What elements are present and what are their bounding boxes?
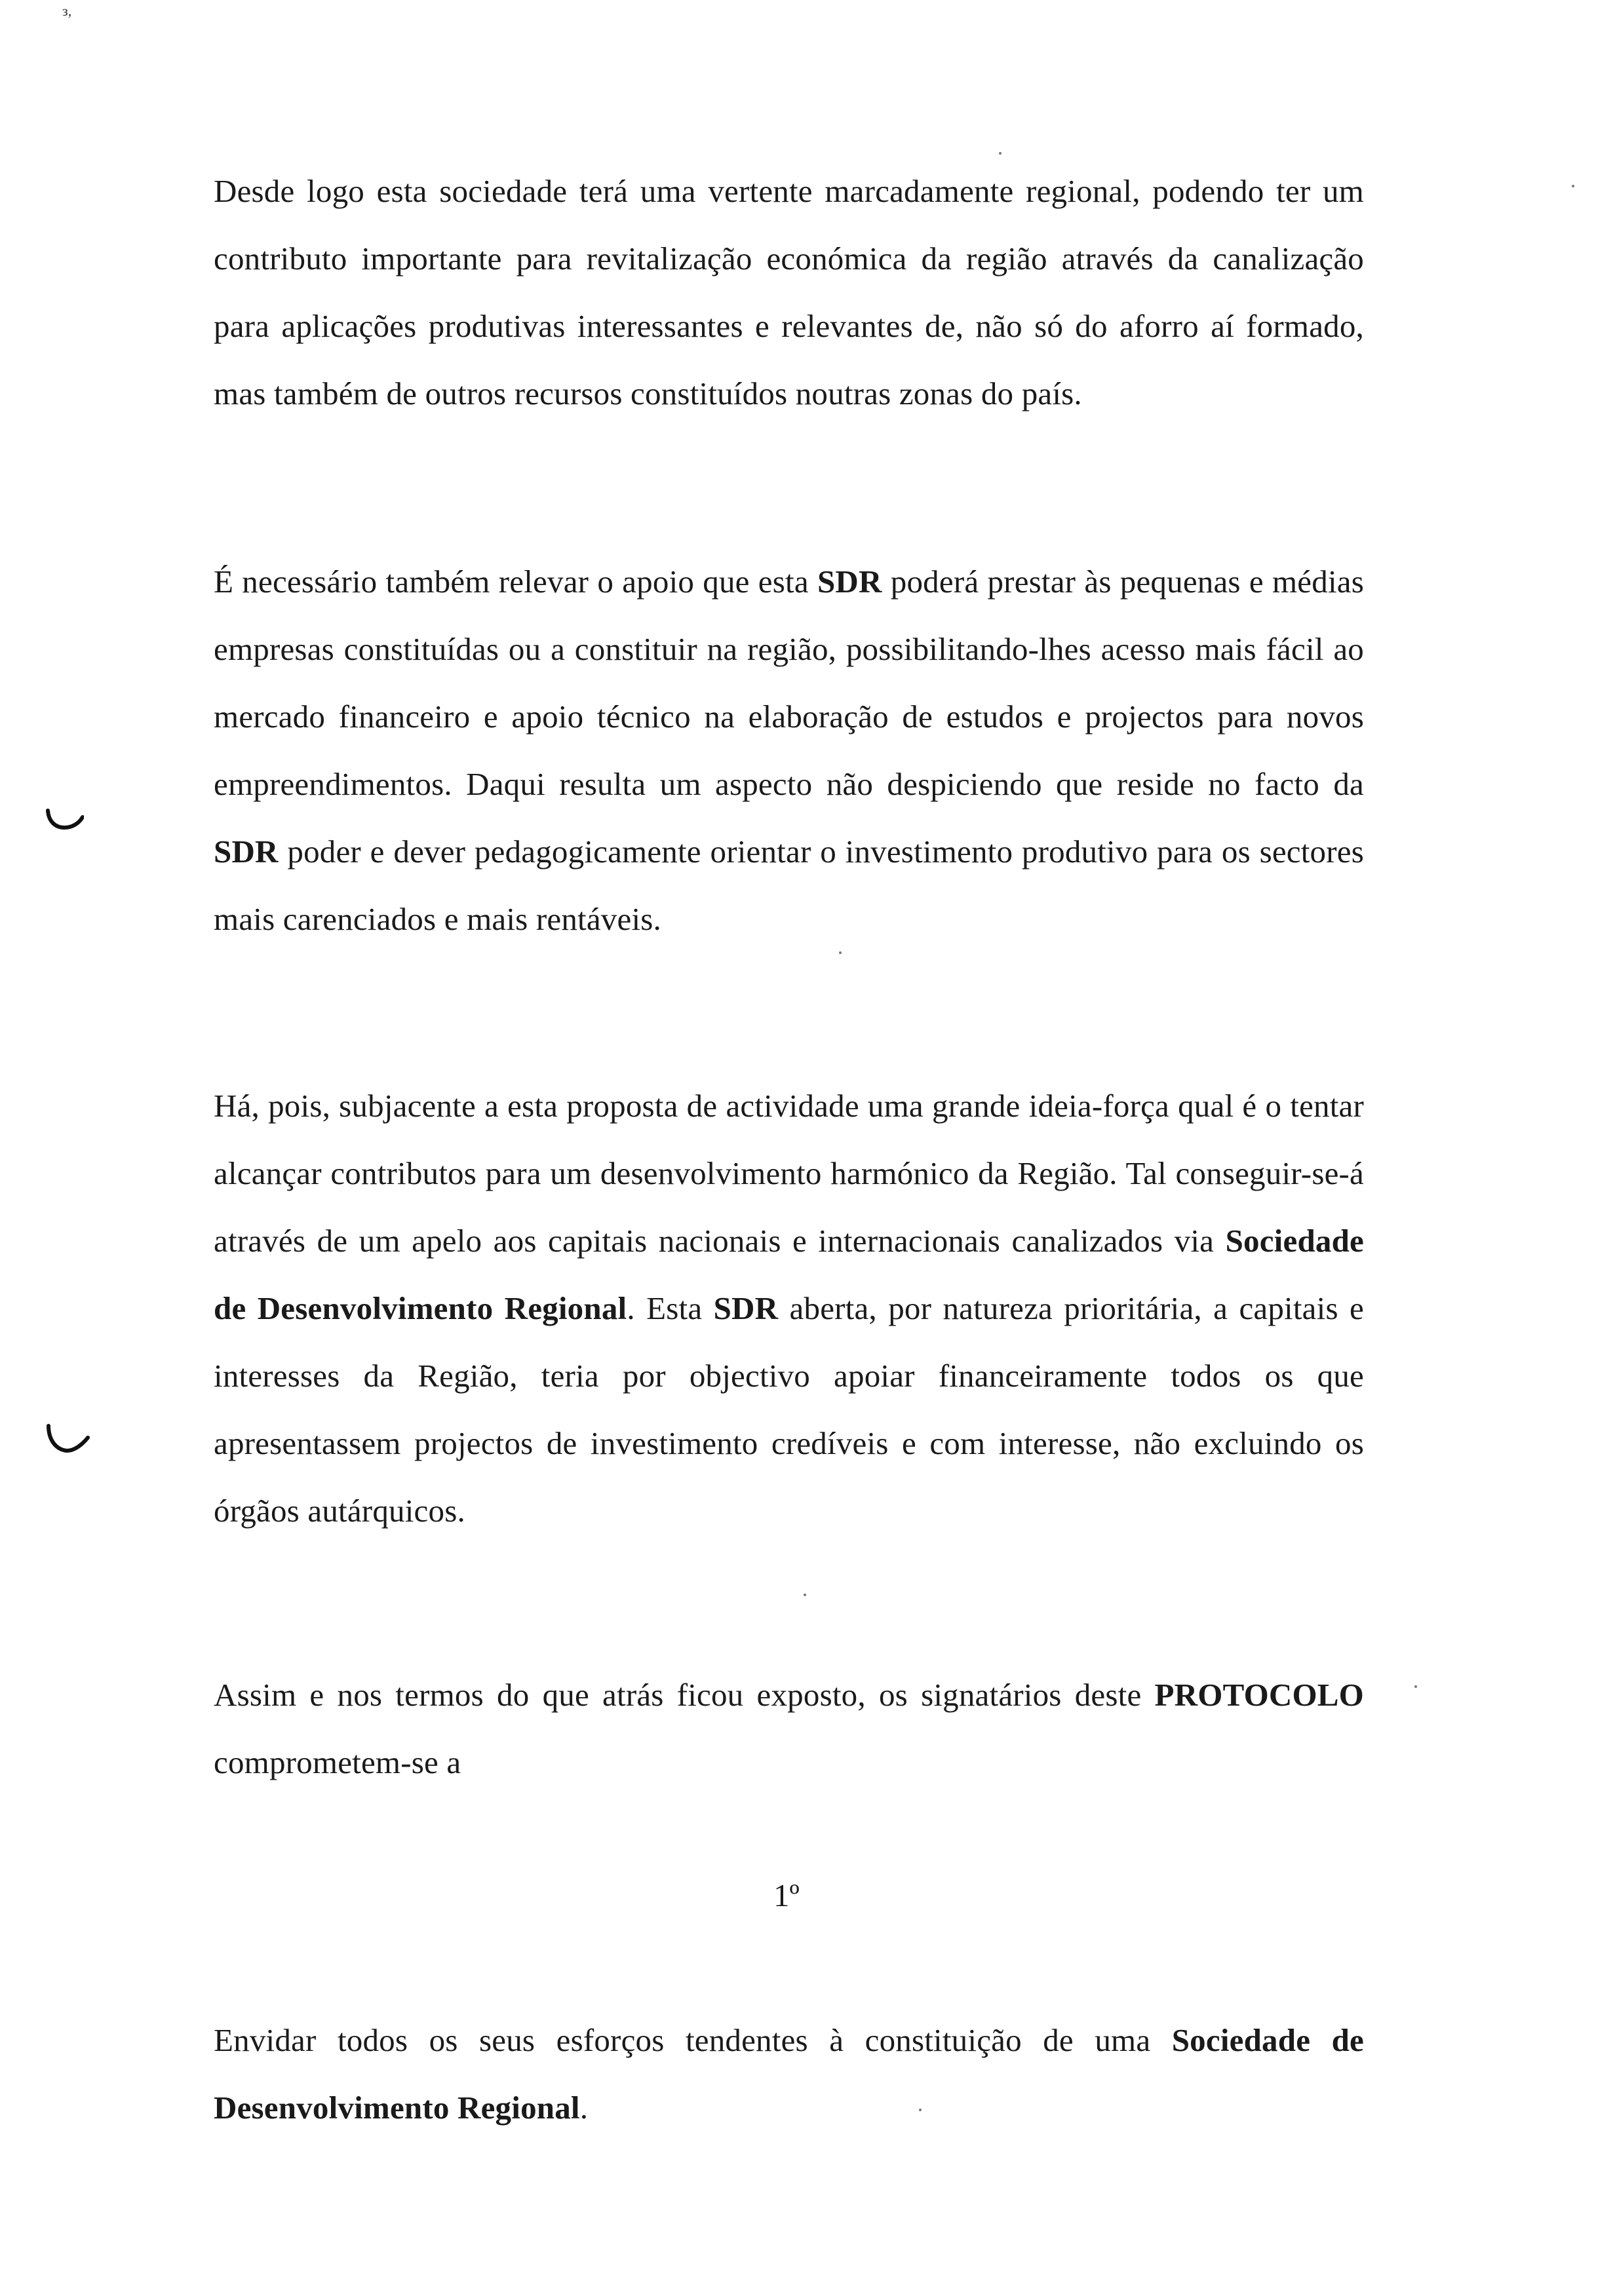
check-mark-icon: [45, 1423, 90, 1455]
check-mark-icon: [46, 808, 84, 830]
paragraph-text: aberta, por natureza prioritária, a capitais e interesses da Região, teria por objectivo apoiar financeiramente todos os que apresentassem projectos de investimento credíveis e com interesse, não excluindo os órgãos autárquicos.: [214, 1290, 1364, 1529]
sdr-full-name: Sociedade de Desenvolvimento Regional: [214, 1223, 1364, 1326]
sdr-acronym: SDR: [817, 564, 882, 600]
paragraph-text: É necessário também relevar o apoio que esta: [214, 564, 817, 600]
paragraph-sdr-support: [214, 548, 1364, 953]
clause-number: 1º: [773, 1877, 800, 1913]
paragraph-clause-one: [214, 2006, 1364, 2141]
paragraph-regional-vertente: [214, 157, 1364, 427]
scan-speck: [919, 2109, 922, 2111]
paragraph-text: poderá prestar às pequenas e médias empresas constituídas ou a constituir na região, possibilitando-lhes acesso mais fácil ao mercado financeiro e apoio técnico na elaboração de estudos e projectos para novos empreendimentos. Daqui resulta um aspecto não despiciendo que reside no facto da: [214, 564, 1364, 802]
scan-speck: [839, 951, 842, 954]
scan-speck: [804, 1594, 806, 1596]
scan-speck: [1572, 185, 1574, 187]
scan-speck: [999, 152, 1002, 155]
sdr-acronym: SDR: [214, 833, 279, 870]
paragraph-text: . Esta: [627, 1290, 714, 1326]
paragraph-protocol-commitment: [214, 1661, 1364, 1796]
paragraph-text: comprometem-se a: [214, 1744, 461, 1780]
paragraph-text: Envidar todos os seus esforços tendentes à constituição de uma: [214, 2022, 1172, 2058]
paragraph-text: Assim e nos termos do que atrás ficou exposto, os signatários deste: [214, 1677, 1155, 1713]
protocolo-word: PROTOCOLO: [1154, 1677, 1364, 1713]
paragraph-text: Desde logo esta sociedade terá uma vertente marcadamente regional, podendo ter um contributo importante para revitalização económica da região através da canalização para aplicações produtivas interessantes e relevantes de, não só do aforro aí formado, mas também de outros recursos constituídos noutras zonas do país.: [214, 173, 1364, 411]
paragraph-text: .: [579, 2090, 589, 2126]
paragraph-text: Há, pois, subjacente a esta proposta de actividade uma grande ideia-força qual é o tentar alcançar contributos para um desenvolvimento harmónico da Região. Tal conseguir-se-á através de um apelo aos capitais nacionais e internacionais canalizados via: [214, 1088, 1364, 1259]
paragraph-ideia-forca: [214, 1072, 1364, 1544]
scan-speck: [1414, 1685, 1417, 1688]
sdr-full-name: Sociedade de Desenvolvimento Regional: [214, 2022, 1364, 2126]
sdr-acronym: SDR: [713, 1290, 779, 1326]
corner-mark: з,: [62, 3, 72, 19]
paragraph-text: poder e dever pedagogicamente orientar o investimento produtivo para os sectores mais carenciados e mais rentáveis.: [214, 833, 1364, 937]
